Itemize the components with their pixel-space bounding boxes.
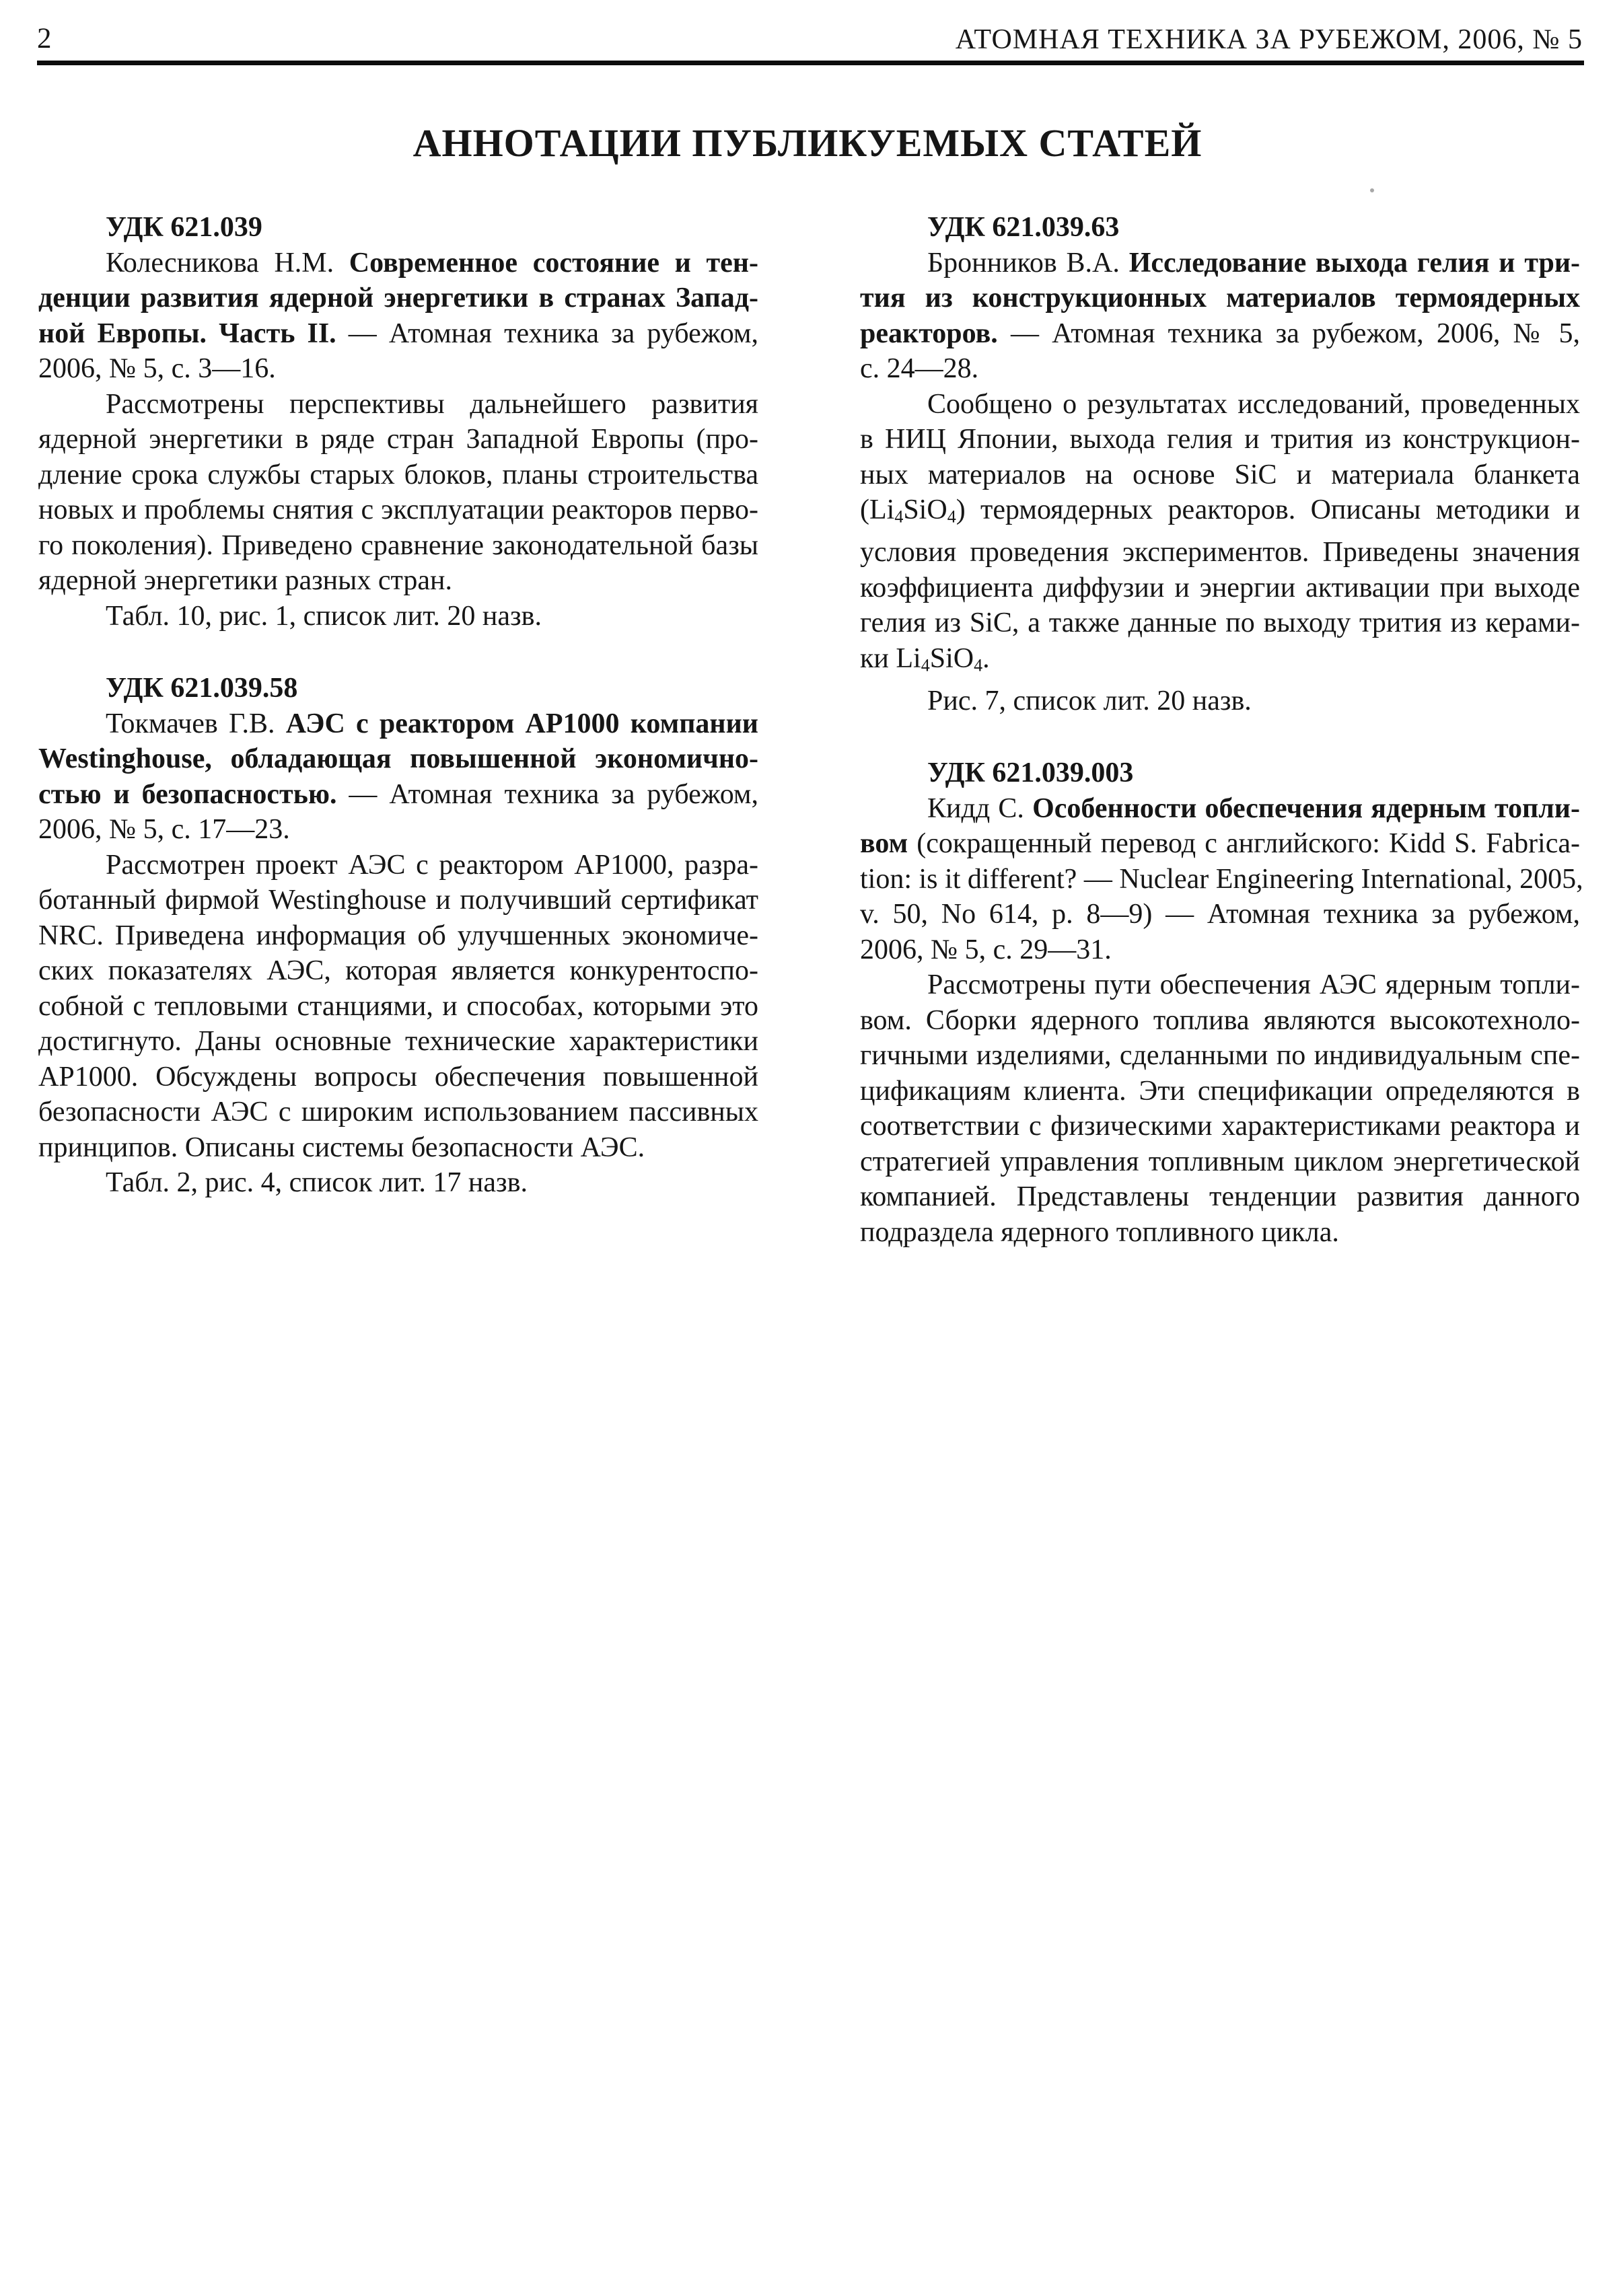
text-segment: — Атомная техника за рубежом, bbox=[336, 778, 758, 810]
text-segment: SiO bbox=[929, 642, 974, 674]
text-line bbox=[860, 791, 1580, 827]
scan-artifact-dot bbox=[1370, 188, 1374, 192]
text-segment: Рассмотрен проект АЭС с реактором АР1000, разра- bbox=[106, 849, 758, 881]
text-segment: 2006, № 5, с. 29—31. bbox=[860, 934, 1112, 965]
text-line bbox=[860, 1038, 1580, 1074]
text-segment: тия из конструкционных материалов термоядерных bbox=[860, 283, 1580, 313]
text-segment: 4 bbox=[947, 507, 956, 527]
text-line bbox=[860, 1144, 1580, 1180]
text-line bbox=[38, 210, 758, 246]
text-line bbox=[860, 1003, 1580, 1039]
text-line bbox=[38, 777, 758, 813]
text-segment: NRC. Приведена информация об улучшенных экономиче- bbox=[38, 920, 758, 951]
text-segment: УДК 621.039.003 bbox=[927, 757, 1134, 789]
text-segment: Исследование выхода гелия и три- bbox=[1128, 247, 1581, 279]
text-segment: — Атомная техника за рубежом, 2006, № 5, bbox=[997, 318, 1580, 349]
text-line bbox=[38, 1024, 758, 1060]
text-segment: (Li bbox=[860, 494, 895, 525]
text-line bbox=[860, 683, 1580, 719]
column-right bbox=[860, 210, 1583, 1250]
text-segment: УДК 621.039.63 bbox=[927, 212, 1120, 243]
bibliographic-entry bbox=[38, 706, 758, 848]
bibliographic-entry bbox=[38, 246, 758, 387]
text-segment: компанией. Представлены тенденции развития данного bbox=[860, 1181, 1580, 1213]
text-line bbox=[860, 1215, 1580, 1251]
text-line bbox=[38, 281, 758, 316]
text-line bbox=[860, 422, 1580, 457]
text-segment: 4 bbox=[921, 655, 930, 675]
text-line bbox=[38, 1165, 758, 1201]
text-line bbox=[38, 953, 758, 989]
text-line bbox=[860, 316, 1580, 352]
text-segment: го поколения). Приведено сравнение законодательной базы bbox=[38, 529, 758, 561]
text-line bbox=[860, 897, 1580, 932]
text-segment: Токмачев Г.В. bbox=[106, 708, 286, 739]
text-segment: гелия из SiC, а также данные по выходу трития из керами- bbox=[860, 607, 1580, 639]
text-line bbox=[860, 755, 1580, 791]
text-segment: 4 bbox=[894, 507, 904, 527]
text-line bbox=[38, 671, 758, 706]
reference-note bbox=[38, 1165, 758, 1201]
text-line bbox=[860, 210, 1580, 246]
text-segment: (сокращенный перевод с английского: Kidd S. Fabrica- bbox=[908, 828, 1580, 860]
text-segment: в НИЦ Японии, выхода гелия и трития из конструкцион- bbox=[860, 424, 1580, 455]
text-segment: 2006, № 5, с. 17—23. bbox=[38, 814, 290, 845]
abstract-paragraph bbox=[38, 848, 758, 1166]
text-segment: Рассмотрены перспективы дальнейшего развития bbox=[106, 388, 758, 420]
header-divider bbox=[37, 61, 1584, 65]
text-segment: ядерной энергетики в ряде стран Западной Европы (про- bbox=[38, 424, 758, 455]
text-segment: условия проведения экспериментов. Приведены значения bbox=[860, 537, 1580, 568]
text-line bbox=[38, 812, 758, 848]
text-segment: tion: is it different? — Nuclear Engineering International, 2005, bbox=[860, 863, 1583, 895]
text-segment: Современное состояние и тен- bbox=[349, 247, 758, 279]
text-segment: с. 24—28. bbox=[860, 353, 979, 384]
text-line bbox=[38, 848, 758, 883]
text-segment: принципов. Описаны системы безопасности АЭС. bbox=[38, 1132, 645, 1163]
text-segment: УДК 621.039.58 bbox=[106, 673, 298, 704]
text-segment: SiO bbox=[903, 494, 947, 525]
text-line bbox=[38, 316, 758, 352]
text-segment: Бронников В.А. bbox=[927, 247, 1129, 279]
abstract-paragraph bbox=[860, 967, 1580, 1250]
text-segment: достигнуто. Даны основные технические характеристики bbox=[38, 1026, 758, 1057]
bibliographic-entry bbox=[860, 791, 1583, 968]
column-left bbox=[38, 210, 758, 1201]
text-line bbox=[860, 641, 1580, 683]
text-segment: ки Li bbox=[860, 642, 921, 674]
text-segment: — Атомная техника за рубежом, bbox=[336, 318, 758, 349]
text-segment: АР1000. Обсуждены вопросы обеспечения повышенной bbox=[38, 1061, 758, 1093]
text-segment: безопасности АЭС с широким использованием пассивных bbox=[38, 1097, 758, 1127]
text-segment: вом. Сборки ядерного топлива являются высокотехноло- bbox=[860, 1004, 1580, 1036]
text-segment: цификациям клиента. Эти спецификации определяются в bbox=[860, 1075, 1580, 1107]
text-segment: . bbox=[982, 642, 990, 674]
text-line bbox=[860, 605, 1580, 641]
text-segment: стратегией управления топливным циклом энергетической bbox=[860, 1146, 1580, 1177]
text-line bbox=[38, 528, 758, 564]
text-segment: соответствии с физическими характеристиками реактора и bbox=[860, 1111, 1580, 1142]
text-line bbox=[860, 1179, 1580, 1215]
text-line bbox=[38, 422, 758, 457]
reference-note bbox=[38, 599, 758, 634]
text-line bbox=[860, 1109, 1580, 1144]
udk-code bbox=[860, 755, 1580, 791]
text-segment: вом bbox=[860, 828, 908, 860]
text-segment: стью и безопасностью. bbox=[38, 778, 337, 810]
text-segment: Особенности обеспечения ядерным топли- bbox=[1032, 792, 1580, 824]
text-segment: новых и проблемы снятия с эксплуатации реакторов перво- bbox=[38, 494, 758, 525]
text-line bbox=[860, 862, 1583, 897]
text-line bbox=[38, 741, 758, 777]
text-segment: Westinghouse, обладающая повышенной экономично- bbox=[38, 743, 758, 774]
bibliographic-entry bbox=[860, 246, 1580, 387]
text-segment: АЭС с реактором АР1000 компании bbox=[285, 708, 758, 739]
text-segment: Рассмотрены пути обеспечения АЭС ядерным топли- bbox=[927, 969, 1580, 1001]
text-line bbox=[860, 351, 1580, 387]
text-line bbox=[860, 492, 1580, 535]
text-segment: Табл. 10, рис. 1, список лит. 20 назв. bbox=[106, 600, 542, 632]
text-segment: Рис. 7, список лит. 20 назв. bbox=[927, 685, 1252, 716]
text-segment: гичными изделиями, сделанными по индивидуальным спе- bbox=[860, 1040, 1580, 1072]
text-segment: коэффициента диффузии и энергии активации при выходе bbox=[860, 572, 1580, 603]
text-segment: ядерной энергетики разных стран. bbox=[38, 565, 453, 596]
journal-header: АТОМНАЯ ТЕХНИКА ЗА РУБЕЖОМ, 2006, № 5 bbox=[955, 24, 1583, 55]
text-line bbox=[860, 1074, 1580, 1109]
text-line bbox=[860, 570, 1580, 606]
text-segment: v. 50, No 614, p. 8—9) — Атомная техника за рубежом, bbox=[860, 899, 1580, 930]
text-segment: денции развития ядерной энергетики в странах Запад- bbox=[38, 283, 758, 313]
text-line bbox=[38, 387, 758, 422]
abstract-paragraph bbox=[860, 387, 1580, 683]
text-segment: Колесникова Н.М. bbox=[106, 247, 349, 279]
text-line bbox=[38, 563, 758, 599]
text-segment: ботанный фирмой Westinghouse и получивший сертификат bbox=[38, 885, 758, 916]
text-segment: УДК 621.039 bbox=[106, 212, 262, 243]
text-segment: реакторов. bbox=[860, 318, 998, 349]
text-segment: собной с тепловыми станциями, и способах, которыми это bbox=[38, 990, 758, 1022]
text-segment: ных материалов на основе SiC и материала бланкета bbox=[860, 459, 1580, 490]
text-segment: ной Европы. Часть II. bbox=[38, 318, 336, 349]
text-segment: Кидд С. bbox=[927, 792, 1033, 824]
section-title: АННОТАЦИИ ПУБЛИКУЕМЫХ СТАТЕЙ bbox=[412, 121, 1203, 165]
udk-code bbox=[38, 671, 758, 706]
text-line bbox=[38, 918, 758, 954]
text-segment: 2006, № 5, с. 3—16. bbox=[38, 353, 276, 384]
text-line bbox=[38, 883, 758, 918]
text-line bbox=[860, 967, 1580, 1003]
udk-code bbox=[38, 210, 758, 246]
text-line bbox=[38, 492, 758, 528]
text-segment: ских показателях АЭС, которая является конкурентоспо- bbox=[38, 955, 758, 986]
text-line bbox=[38, 599, 758, 634]
page-number: 2 bbox=[37, 23, 52, 54]
text-segment: Сообщено о результатах исследований, проведенных bbox=[927, 388, 1580, 420]
text-line bbox=[38, 1130, 758, 1166]
text-line bbox=[860, 826, 1580, 862]
reference-note bbox=[860, 683, 1580, 719]
text-line bbox=[38, 1060, 758, 1095]
text-line bbox=[38, 1095, 758, 1130]
text-segment: Табл. 2, рис. 4, список лит. 17 назв. bbox=[106, 1167, 528, 1198]
text-line bbox=[860, 457, 1580, 493]
abstract-paragraph bbox=[38, 387, 758, 599]
text-line bbox=[860, 246, 1580, 281]
text-segment: дление срока службы старых блоков, планы строительства bbox=[38, 459, 758, 490]
text-line bbox=[860, 387, 1580, 422]
text-segment: подраздела ядерного топливного цикла. bbox=[860, 1216, 1339, 1248]
udk-code bbox=[860, 210, 1580, 246]
text-line bbox=[38, 246, 758, 281]
text-segment: 4 bbox=[974, 655, 983, 675]
text-segment: ) термоядерных реакторов. Описаны методики и bbox=[956, 494, 1580, 525]
text-line bbox=[38, 989, 758, 1025]
text-line bbox=[38, 351, 758, 387]
text-line bbox=[860, 281, 1580, 316]
text-line bbox=[860, 535, 1580, 570]
text-line bbox=[38, 457, 758, 493]
text-line bbox=[860, 932, 1580, 968]
text-line bbox=[38, 706, 758, 742]
